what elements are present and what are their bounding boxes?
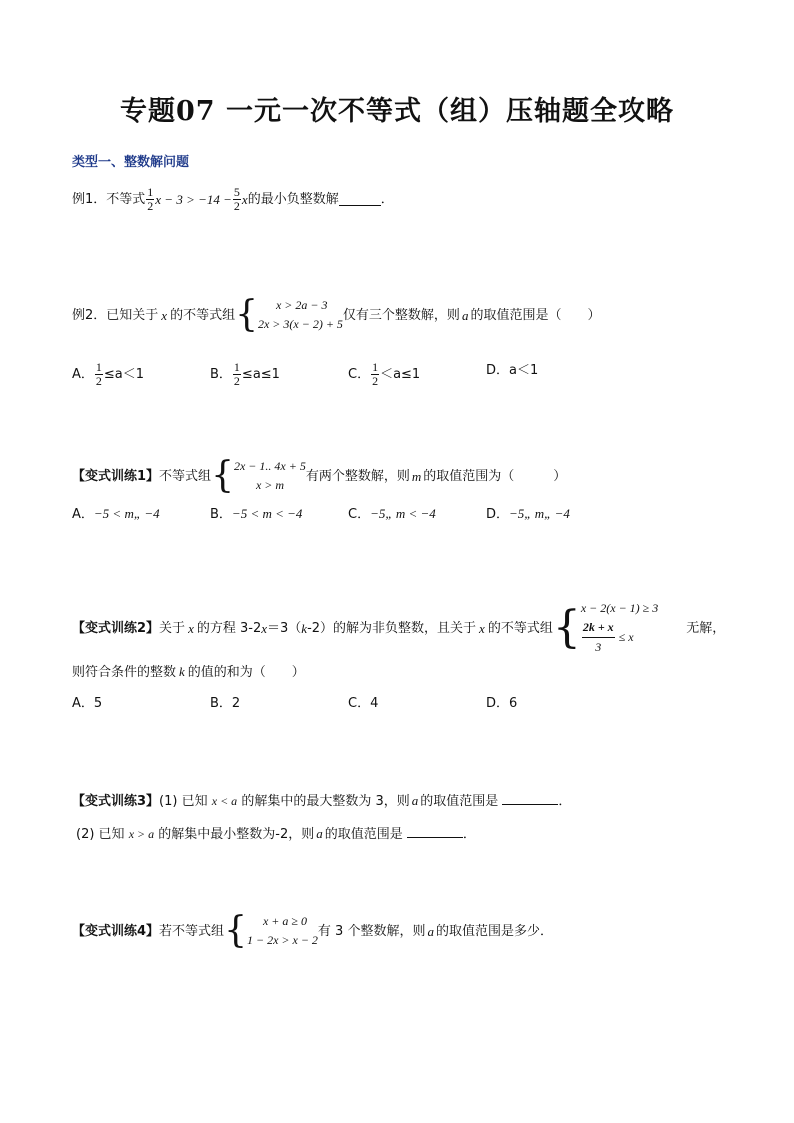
v2-var-k: k [301,620,308,636]
v2-text4: -2）的解为非负整数，且关于 [307,620,477,636]
v2-option-b[interactable]: B．2 [210,696,241,711]
v4-var-a: a [427,923,434,939]
left-brace-icon: { [552,602,581,653]
ex1-expression: x − 3 > −14 − [155,192,232,207]
ex1-end: ． [380,192,394,207]
ex2-var-x: x [161,307,168,323]
page-title: 专题07 一元一次不等式（组）压轴题全攻略 [120,96,674,127]
ex2-prefix: 例2．已知关于 [72,307,159,323]
ex1-fraction-2: $\frac{5}{2}$ [233,185,240,213]
variant-3-part-2: (2) 已知 x > a 的解集中最小整数为-2，则 a 的取值范围是 ． [76,826,476,842]
section-heading: 类型一、整数解问题 [72,155,190,170]
v2-option-c[interactable]: C．4 [348,696,379,711]
v2-text5: 的不等式组 [487,620,553,636]
ex1-suffix: 的最小负整数解 [247,192,339,207]
ex2-option-b[interactable]: B． $\frac{1}{2}$ ≤a≤1 [210,360,280,388]
v2-text1: 关于 [159,620,186,636]
v2-tag: 【变式训练2】 [72,620,160,636]
v2-text2: 的方程 3-2 [196,620,262,636]
v2-option-a[interactable]: A．5 [72,696,103,711]
v3-inequality-2: x > a [128,827,155,841]
ex2-option-c[interactable]: C． $\frac{1}{2}$ ＜a≤1 [348,360,421,388]
v1-inequality-system: { 2x − 1.. 4x + 5 x > m [211,455,306,496]
ex2-mid: 的不等式组 [170,307,236,323]
v1-var-m: m [411,468,422,484]
v3-inequality-1: x < a [211,794,238,808]
variant-1 [72,457,566,495]
v2-inequality-system: { x − 2(x − 1) ≥ 3 $\frac{2k + x}{3}$ ≤ x [552,601,659,654]
ex2-suffix2: 的取值范围是（ ） [470,307,601,323]
v4-text: 若不等式组 [159,923,225,939]
v3-answer-blank-1[interactable] [502,793,558,805]
ex2-suffix: 仅有三个整数解，则 [342,307,460,323]
ex1-var-x: x [241,192,248,207]
ex2-option-d[interactable]: D． a＜1 [486,363,539,378]
v1-tag: 【变式训练1】 [72,468,160,484]
ex1-fraction-1: $\frac{1}{2}$ [147,185,154,213]
variant-2 [72,599,725,657]
left-brace-icon: { [224,910,247,951]
v2-var-x: x [188,620,194,636]
v1-suffix2: 的取值范围为（ ） [423,468,567,484]
left-brace-icon: { [235,294,258,335]
v1-text: 不等式组 [159,468,212,484]
ex2-var-a: a [461,307,469,323]
v2-var-x-2: x [261,620,267,636]
variant-4 [72,912,553,950]
v3-answer-blank-2[interactable] [407,826,463,838]
left-brace-icon: { [211,455,234,496]
ex2-option-a[interactable]: A． $\frac{1}{2}$ ≤a＜1 [72,360,145,388]
v4-tag: 【变式训练4】 [72,923,160,939]
v2-option-d[interactable]: D．6 [486,696,518,711]
v2-suffix: 无解， [686,620,726,636]
ex1-answer-blank[interactable] [339,193,381,206]
example-1 [72,186,394,213]
v3-tag: 【变式训练3】 [72,794,160,809]
v1-option-d[interactable]: D．−5„ m„ −4 [486,506,570,522]
v2-text3: ＝3（ [267,620,302,636]
example-2 [72,296,600,334]
v4-inequality-system: { x + a ≥ 0 1 − 2x > x − 2 [224,910,318,951]
ex1-prefix: 例1．不等式 [72,192,146,207]
v4-suffix2: 的取值范围是多少． [435,923,553,939]
ex2-inequality-system: { x > 2a − 3 2x > 3(x − 2) + 5 [235,294,343,335]
v1-option-c[interactable]: C．−5„ m < −4 [348,506,436,522]
v2-line-b: 则符合条件的整数 k 的值的和为（ ） [72,664,305,680]
v1-suffix: 有两个整数解，则 [305,468,410,484]
v1-option-b[interactable]: B．−5 < m < −4 [210,506,303,522]
variant-3-part-1: 【变式训练3】(1) 已知 x < a 的解集中的最大整数为 3，则 a 的取值范围是 ． [72,793,572,809]
v4-suffix: 有 3 个整数解，则 [317,923,426,939]
v1-option-a[interactable]: A．−5 < m„ −4 [72,506,160,522]
v2-var-x-3: x [479,620,485,636]
